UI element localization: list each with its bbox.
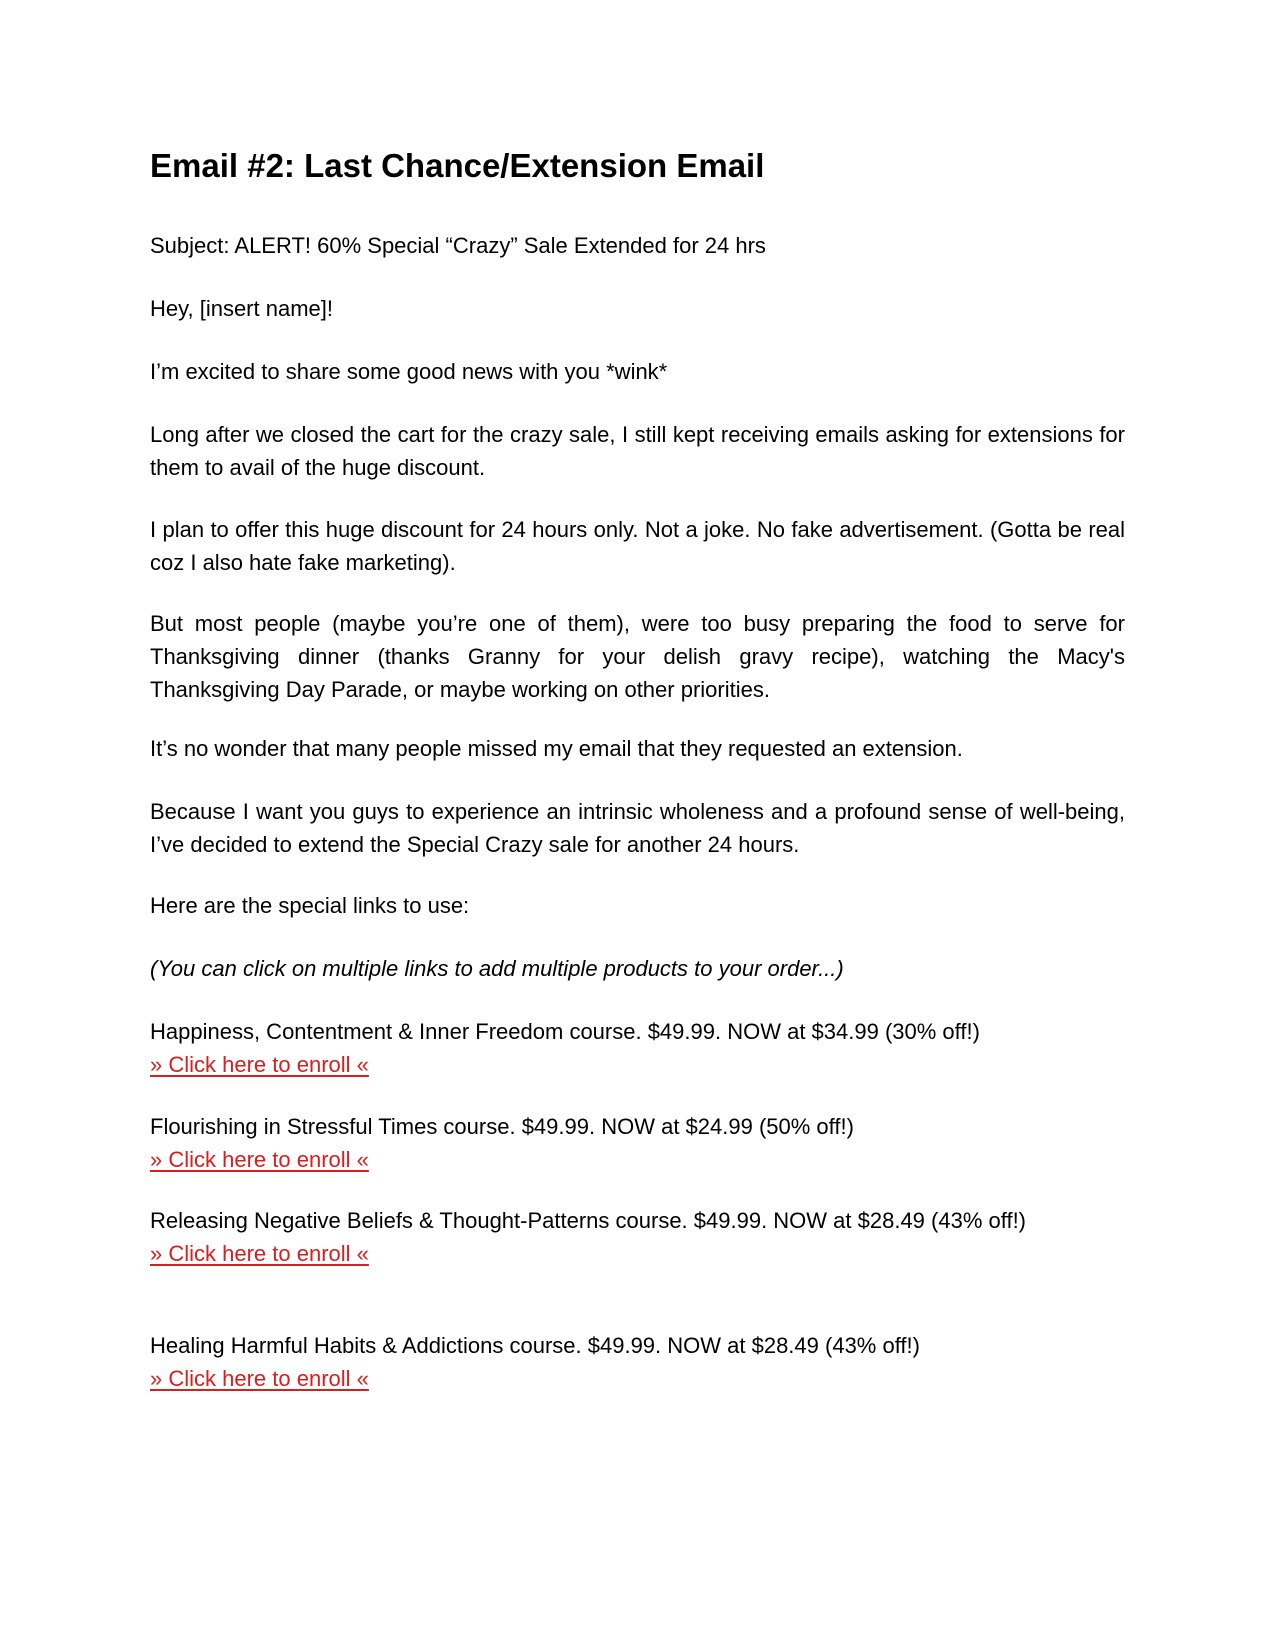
offer-item xyxy=(150,1015,1125,1081)
email-subject: Subject: ALERT! 60% Special “Crazy” Sale Extended for 24 hrs xyxy=(150,233,766,258)
offer-description: Flourishing in Stressful Times course. $49.99. NOW at $24.99 (50% off!) xyxy=(150,1114,854,1139)
enroll-link-happiness[interactable]: » Click here to enroll « xyxy=(150,1052,369,1077)
multiple-links-note: (You can click on multiple links to add multiple products to your order...) xyxy=(150,956,844,981)
body-paragraph-24-hours: I plan to offer this huge discount for 24 hours only. Not a joke. No fake advertisement. (Gotta be real coz I also hate fake marketing). xyxy=(150,517,1125,575)
offer-description: Releasing Negative Beliefs & Thought-Patterns course. $49.99. NOW at $28.49 (43% off!) xyxy=(150,1208,1027,1233)
enroll-link-healing-habits[interactable]: » Click here to enroll « xyxy=(150,1366,369,1391)
body-paragraph-extend-sale: Because I want you guys to experience an intrinsic wholeness and a profound sense of well-being, I’ve decided to extend the Special Crazy sale for another 24 hours. xyxy=(150,799,1125,857)
offer-description: Healing Harmful Habits & Addictions course. $49.99. NOW at $28.49 (43% off!) xyxy=(150,1333,920,1358)
body-paragraph-thanksgiving: But most people (maybe you’re one of them), were too busy preparing the food to serve for Thanksgiving dinner (thanks Granny for your delish gravy recipe), watching the Macy's Thanksgiving Day Parade, or maybe working on other priorities. xyxy=(150,611,1125,702)
email-title: Email #2: Last Chance/Extension Email xyxy=(150,147,765,184)
body-paragraph-missed-email: It’s no wonder that many people missed my email that they requested an extension. xyxy=(150,736,963,761)
offer-item xyxy=(150,1110,1125,1176)
offer-item xyxy=(150,1204,1125,1270)
enroll-link-releasing-beliefs[interactable]: » Click here to enroll « xyxy=(150,1241,369,1266)
offer-description: Happiness, Contentment & Inner Freedom course. $49.99. NOW at $34.99 (30% off!) xyxy=(150,1019,980,1044)
offer-item xyxy=(150,1329,1125,1395)
links-intro: Here are the special links to use: xyxy=(150,893,470,918)
enroll-link-flourishing[interactable]: » Click here to enroll « xyxy=(150,1147,369,1172)
email-greeting: Hey, [insert name]! xyxy=(150,296,333,321)
intro-paragraph: I’m excited to share some good news with you *wink* xyxy=(150,359,668,384)
body-paragraph-extension-requests: Long after we closed the cart for the crazy sale, I still kept receiving emails asking for extensions for them to avail of the huge discount. xyxy=(150,422,1125,480)
